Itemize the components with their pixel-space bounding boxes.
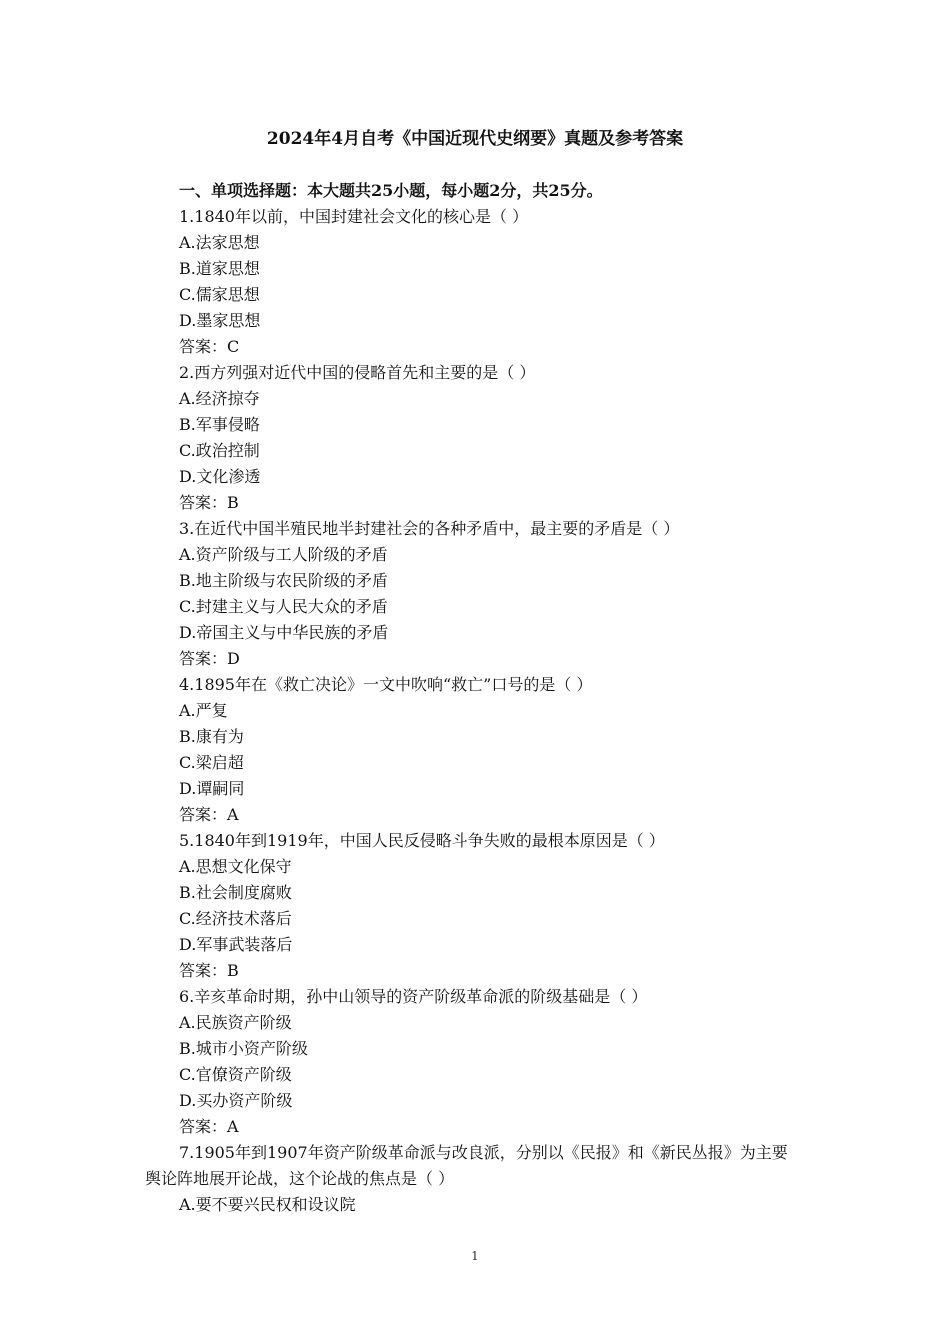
section-heading: 一、单项选择题：本大题共25小题，每小题2分，共25分。: [179, 181, 603, 200]
option-c: C.梁启超: [179, 753, 244, 772]
question-stem-line-1: 7.1905年到1907年资产阶级革命派与改良派，分别以《民报》和《新民丛报》为主要: [179, 1143, 788, 1162]
question-stem-line-2: 舆论阵地展开论战，这个论战的焦点是（ ）: [145, 1169, 455, 1188]
option-a: A.思想文化保守: [179, 857, 292, 876]
option-b: B.康有为: [179, 727, 244, 746]
question-stem: 6.辛亥革命时期，孙中山领导的资产阶级革命派的阶级基础是（ ）: [179, 987, 648, 1006]
option-d: D.军事武装落后: [179, 935, 293, 954]
answer: 答案：D: [179, 649, 240, 668]
answer: 答案：A: [179, 805, 239, 824]
option-d: D.文化渗透: [179, 467, 261, 486]
option-c: C.政治控制: [179, 441, 260, 460]
answer: 答案：B: [179, 961, 239, 980]
option-b: B.道家思想: [179, 259, 260, 278]
option-d: D.帝国主义与中华民族的矛盾: [179, 623, 389, 642]
option-a: A.要不要兴民权和设议院: [179, 1195, 356, 1214]
question-list: [145, 204, 819, 1218]
answer: 答案：B: [179, 493, 239, 512]
option-b: B.地主阶级与农民阶级的矛盾: [179, 571, 388, 590]
option-c: C.封建主义与人民大众的矛盾: [179, 597, 388, 616]
option-a: A.经济掠夺: [179, 389, 260, 408]
option-a: A.严复: [179, 701, 228, 720]
option-c: C.官僚资产阶级: [179, 1065, 292, 1084]
question-stem: 3.在近代中国半殖民地半封建社会的各种矛盾中，最主要的矛盾是（ ）: [179, 519, 680, 538]
option-c: C.儒家思想: [179, 285, 260, 304]
option-b: B.城市小资产阶级: [179, 1039, 308, 1058]
option-b: B.社会制度腐败: [179, 883, 292, 902]
question-stem: 1.1840年以前，中国封建社会文化的核心是（ ）: [179, 207, 529, 226]
option-c: C.经济技术落后: [179, 909, 292, 928]
option-d: D.墨家思想: [179, 311, 261, 330]
question-stem: 2.西方列强对近代中国的侵略首先和主要的是（ ）: [179, 363, 536, 382]
page-title: 2024年4月自考《中国近现代史纲要》真题及参考答案: [266, 129, 684, 149]
answer: 答案：A: [179, 1117, 239, 1136]
option-a: A.资产阶级与工人阶级的矛盾: [179, 545, 388, 564]
question-7-stem: [145, 1140, 819, 1192]
option-a: A.民族资产阶级: [179, 1013, 292, 1032]
option-d: D.买办资产阶级: [179, 1091, 293, 1110]
option-a: A.法家思想: [179, 233, 260, 252]
option-b: B.军事侵略: [179, 415, 260, 434]
question-stem: 4.1895年在《救亡决论》一文中吹响“救亡”口号的是（ ）: [179, 675, 593, 694]
page-number: 1: [471, 1249, 479, 1263]
answer: 答案：C: [179, 337, 240, 356]
question-stem: 5.1840年到1919年，中国人民反侵略斗争失败的最根本原因是（ ）: [179, 831, 665, 850]
option-d: D.谭嗣同: [179, 779, 245, 798]
